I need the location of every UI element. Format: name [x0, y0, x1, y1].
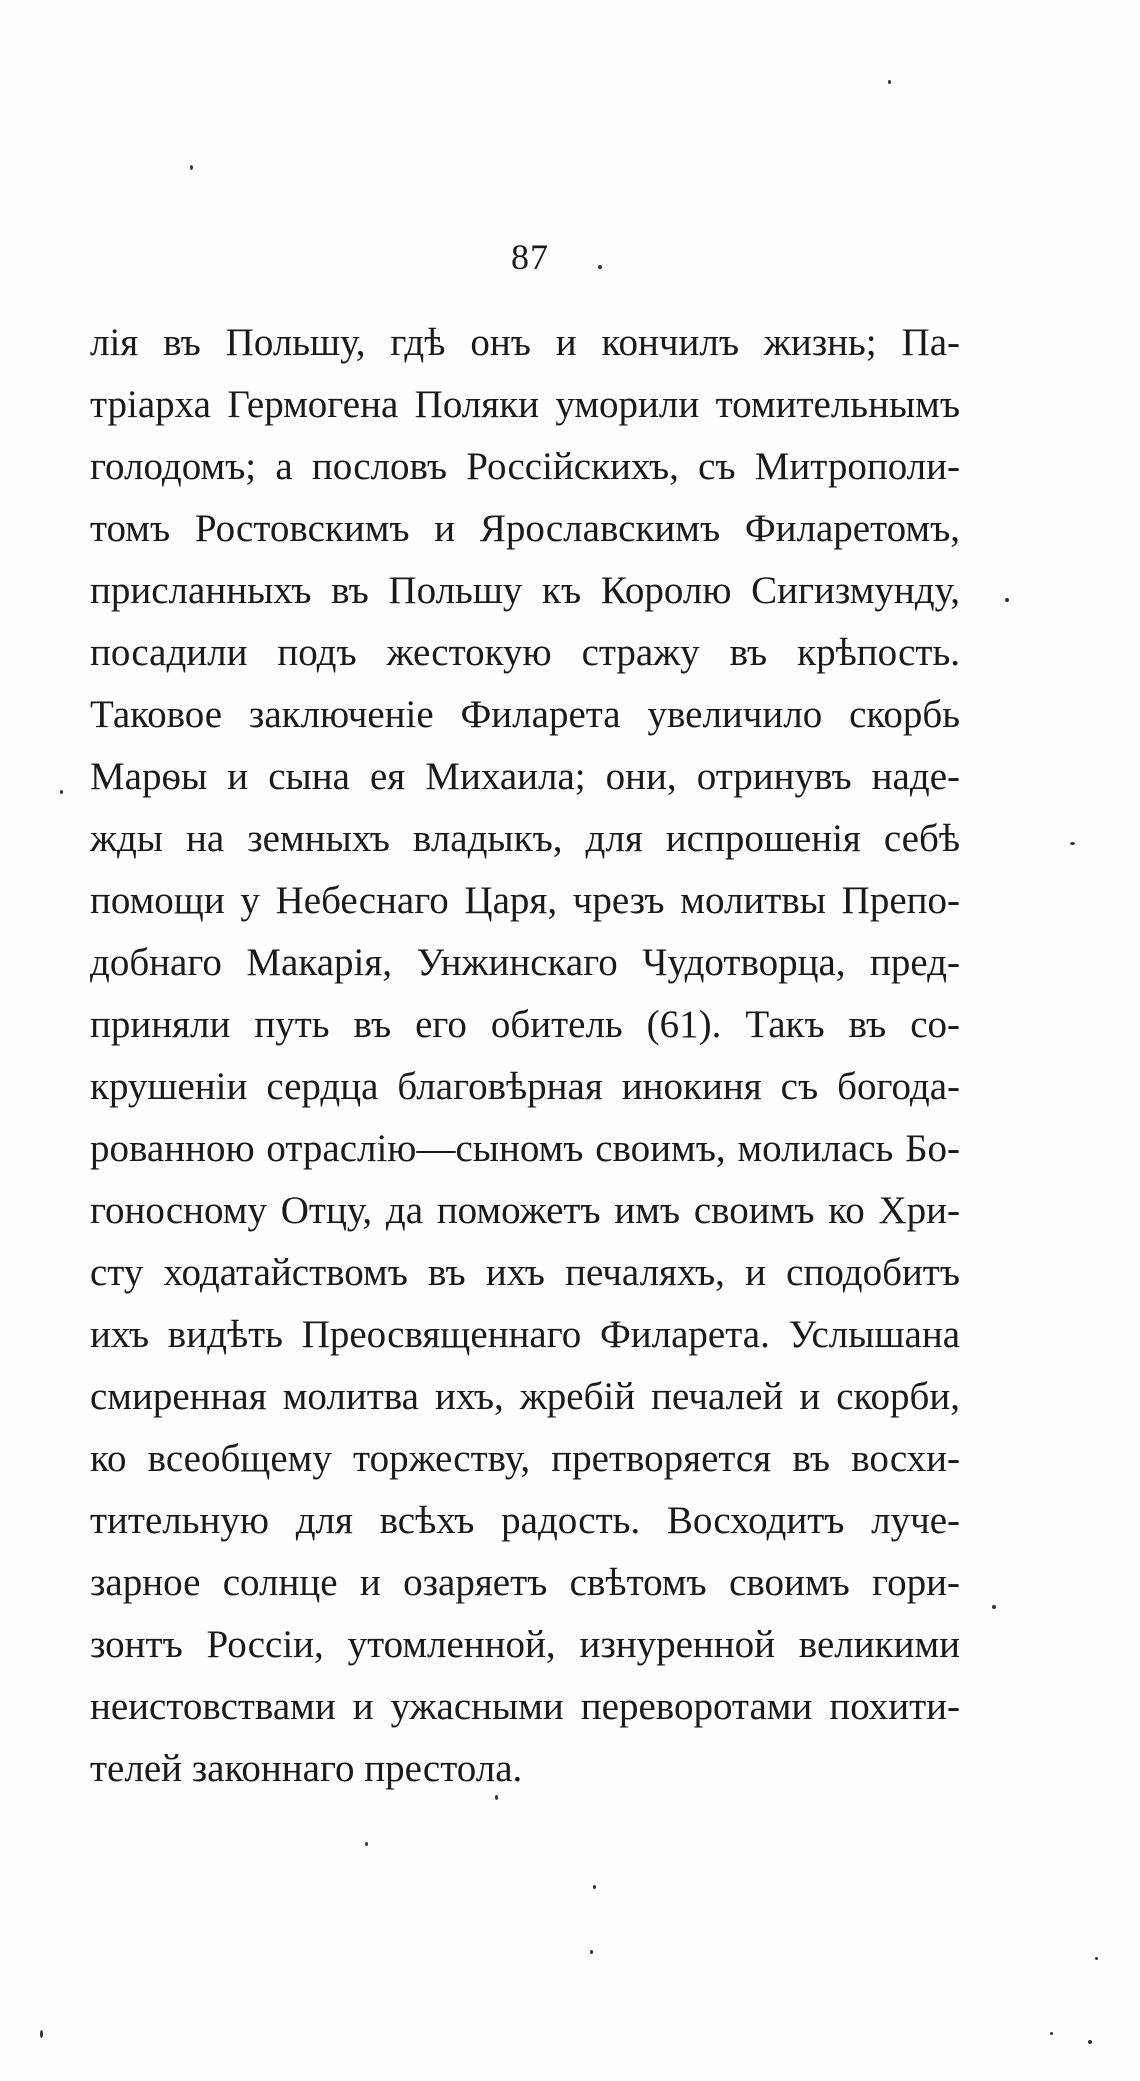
text-line: крушеніи сердца благовѣрная инокиня съ богода-	[90, 1065, 960, 1108]
text-line: Таковое заключеніе Филарета увеличило скорбь	[90, 693, 960, 736]
text-line: лія въ Польшу, гдѣ онъ и кончилъ жизнь; Па-	[90, 321, 960, 364]
scan-speck	[590, 1950, 593, 1954]
scan-speck	[1088, 2040, 1092, 2044]
scan-speck	[40, 2030, 43, 2038]
scan-speck	[1070, 842, 1075, 845]
scan-speck	[593, 1885, 596, 1889]
text-line: добнаго Макарія, Унжинскаго Чудотворца, пред-	[90, 941, 960, 984]
scan-speck	[1095, 1957, 1098, 1960]
text-line: гоносному Отцу, да поможетъ имъ своимъ ко Хри-	[90, 1189, 960, 1232]
scan-speck	[888, 80, 891, 84]
text-line: приняли путь въ его обитель (61). Такъ въ со-	[90, 1003, 960, 1046]
scan-speck	[1005, 598, 1009, 602]
text-line: помощи у Небеснаго Царя, чрезъ молитвы Препо-	[90, 879, 960, 922]
page-number: 87	[511, 237, 549, 277]
text-line: смиренная молитва ихъ, жребій печалей и скорби,	[90, 1375, 960, 1418]
text-line: рованною отраслію—сыномъ своимъ, молилась Бо-	[90, 1127, 960, 1170]
text-line: голодомъ; а пословъ Россійскихъ, съ Митрополи-	[90, 445, 960, 488]
text-line: ихъ видѣть Преосвященнаго Филарета. Услышана	[90, 1313, 960, 1356]
scan-speck	[190, 165, 193, 170]
text-line: тріарха Гермогена Поляки уморили томительнымъ	[90, 383, 960, 426]
text-line: жды на земныхъ владыкъ, для испрошенія себѣ	[90, 817, 960, 860]
scan-speck	[598, 265, 602, 269]
text-line: присланныхъ въ Польшу къ Королю Сигизмунду,	[90, 569, 960, 612]
text-line: ко всеобщему торжеству, претворяется въ восхи-	[90, 1437, 960, 1480]
text-line: зарное солнце и озаряетъ свѣтомъ своимъ гори-	[90, 1561, 960, 1604]
scan-speck	[365, 1842, 368, 1846]
text-line: телей законнаго престола.	[90, 1747, 523, 1790]
text-line: томъ Ростовскимъ и Ярославскимъ Филаретомъ,	[90, 507, 960, 550]
scan-speck	[992, 1605, 996, 1609]
scan-speck	[495, 1795, 498, 1800]
scan-speck	[1050, 2032, 1053, 2035]
text-line: посадили подъ жестокую стражу въ крѣпость.	[90, 631, 960, 674]
text-line: зонтъ Россіи, утомленной, изнуренной великими	[90, 1623, 960, 1666]
body-text	[90, 312, 960, 1800]
text-line: неистовствами и ужасными переворотами похити-	[90, 1685, 960, 1728]
text-line: сту ходатайствомъ въ ихъ печаляхъ, и сподобитъ	[90, 1251, 960, 1294]
text-line: тительную для всѣхъ радость. Восходитъ луче-	[90, 1499, 960, 1542]
scan-speck	[60, 790, 63, 794]
text-line: Марѳы и сына ея Михаила; они, отринувъ наде-	[90, 755, 960, 798]
